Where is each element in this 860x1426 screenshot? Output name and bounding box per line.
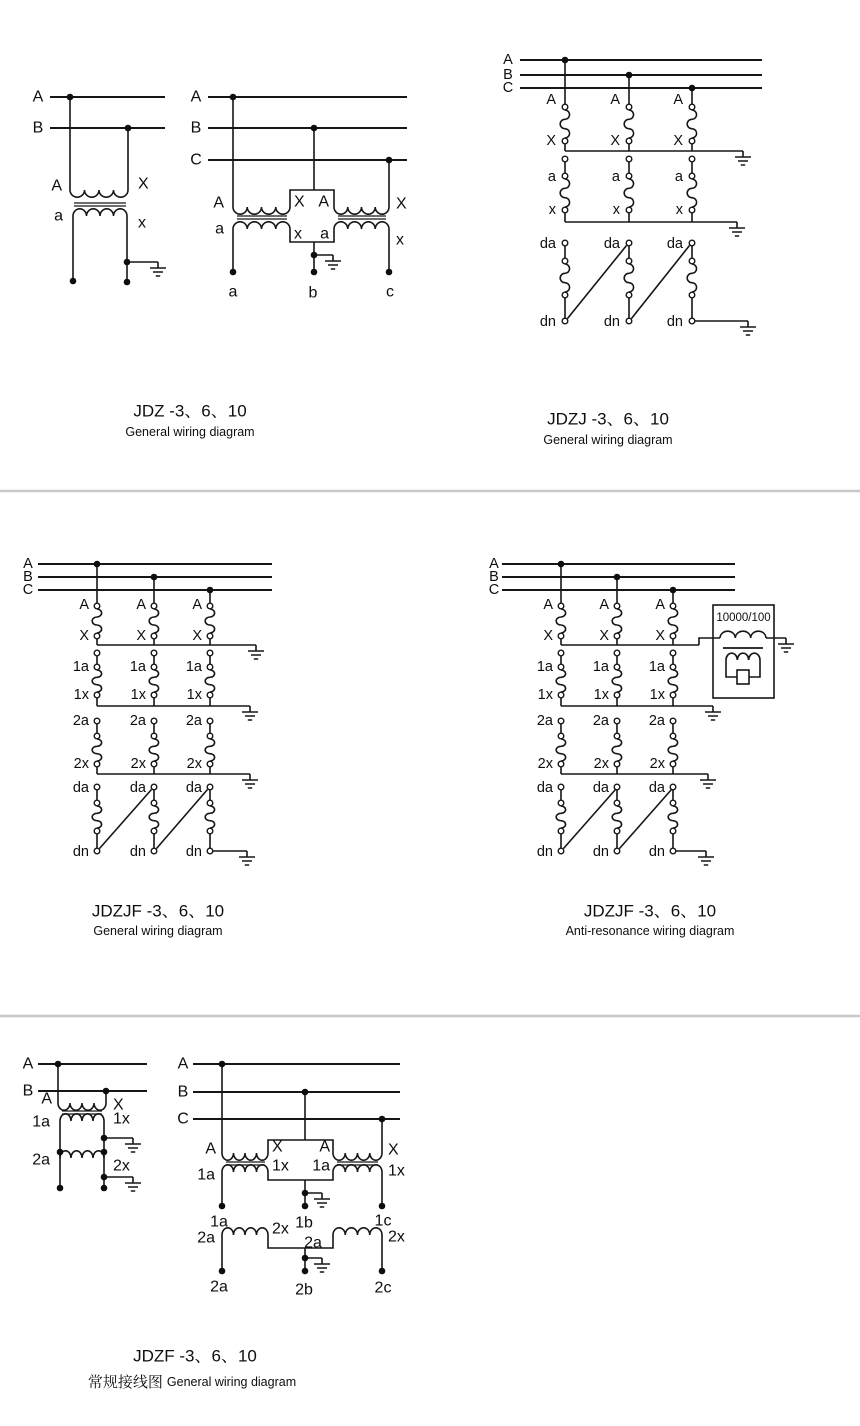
diagram-subtitle-en: General wiring diagram bbox=[166, 1375, 297, 1389]
terminal-label: A bbox=[192, 597, 202, 613]
phase-label: A bbox=[177, 1055, 189, 1073]
primary-coil bbox=[70, 190, 128, 197]
ground-icon bbox=[239, 851, 255, 865]
wiring bbox=[565, 60, 748, 321]
ground-icon bbox=[314, 1258, 330, 1272]
terminal-label: X bbox=[79, 628, 89, 644]
terminal-label: A bbox=[41, 1090, 52, 1108]
terminal-label: 1x bbox=[272, 1157, 289, 1175]
terminal-label: x bbox=[396, 231, 404, 249]
terminal-label: A bbox=[79, 597, 89, 613]
terminal-label: 1x bbox=[186, 687, 202, 703]
ground-icon bbox=[242, 706, 258, 720]
primary-coil bbox=[233, 207, 290, 214]
terminal-label: a bbox=[54, 207, 63, 225]
secondary-coil bbox=[233, 222, 290, 229]
terminal-label: A bbox=[205, 1140, 216, 1158]
diagram-subtitle: General wiring diagram bbox=[125, 425, 255, 439]
phase-label: B bbox=[489, 569, 499, 585]
terminal-label: da bbox=[592, 780, 609, 796]
terminal-label: A bbox=[51, 177, 62, 195]
terminal-label: X bbox=[543, 628, 553, 644]
terminal-label: dn bbox=[185, 844, 202, 860]
terminal-label: dn bbox=[648, 844, 665, 860]
phase-label: A bbox=[489, 556, 499, 572]
terminal-label: 1x bbox=[113, 1110, 130, 1128]
terminal-label: a bbox=[547, 169, 556, 185]
terminal-label: 2x bbox=[186, 756, 202, 772]
phase-label: A bbox=[190, 88, 202, 106]
phase-label: C bbox=[22, 582, 34, 598]
terminal-label: 2x bbox=[130, 756, 146, 772]
terminal-label: da bbox=[648, 780, 665, 796]
secondary-coil bbox=[334, 222, 389, 229]
ground-icon bbox=[325, 255, 341, 269]
diagram-jdz bbox=[33, 89, 407, 440]
terminal-label: 2a bbox=[648, 713, 665, 729]
terminal-label: 2x bbox=[272, 1220, 289, 1238]
output-terminal-label: 2b bbox=[295, 1281, 313, 1299]
terminal-label: X bbox=[192, 628, 202, 644]
ground-icon bbox=[242, 774, 258, 788]
phase-label: C bbox=[502, 80, 514, 96]
output-terminal-label: 1b bbox=[295, 1214, 313, 1232]
terminal-label: 1a bbox=[197, 1166, 215, 1184]
terminal-label: da bbox=[536, 780, 553, 796]
terminal-label: 2x bbox=[113, 1157, 130, 1175]
terminal-label: X bbox=[272, 1138, 283, 1156]
ground-icon bbox=[248, 645, 264, 659]
phase-label: C bbox=[190, 151, 202, 169]
terminal-label: A bbox=[610, 92, 620, 108]
terminal-label: A bbox=[136, 597, 146, 613]
diagram-jdzjf-antiresonance bbox=[489, 556, 794, 938]
terminal-label: 2x bbox=[73, 756, 89, 772]
terminal-label: 2x bbox=[537, 756, 553, 772]
terminal-label: 2a bbox=[592, 713, 609, 729]
terminal-label: x bbox=[612, 202, 620, 218]
terminal-label: x bbox=[548, 202, 556, 218]
terminal-label: dn bbox=[536, 844, 553, 860]
terminal-label: 2x bbox=[593, 756, 609, 772]
terminal-label: da bbox=[129, 780, 146, 796]
ground-icon bbox=[150, 262, 166, 276]
phase-label: B bbox=[503, 67, 513, 83]
terminal-label: 1x bbox=[649, 687, 665, 703]
terminal-label: 1x bbox=[537, 687, 553, 703]
terminal-label: X bbox=[136, 628, 146, 644]
terminal-label: dn bbox=[603, 314, 620, 330]
phase-label: B bbox=[190, 119, 202, 137]
ground-icon bbox=[729, 222, 745, 236]
diagram-jdzf bbox=[23, 1056, 405, 1391]
ground-symbols bbox=[729, 151, 756, 335]
phase-buses bbox=[50, 97, 407, 160]
terminal-label: A bbox=[599, 597, 609, 613]
terminal-label: 2a bbox=[536, 713, 553, 729]
terminal-label: A bbox=[319, 1138, 330, 1156]
output-terminal-label: 2a bbox=[210, 1278, 228, 1296]
diagram-subtitle: Anti-resonance wiring diagram bbox=[565, 924, 735, 938]
ground-symbols bbox=[239, 645, 264, 865]
terminal-label: 1x bbox=[593, 687, 609, 703]
diagram-jdzjf-general bbox=[23, 556, 272, 938]
wiring bbox=[70, 97, 389, 282]
primary-coil bbox=[334, 207, 389, 214]
terminal-label: da bbox=[185, 780, 202, 796]
terminal-label: dn bbox=[666, 314, 683, 330]
wiring bbox=[97, 564, 256, 851]
terminal-label: X bbox=[294, 193, 305, 211]
terminal-label: 1a bbox=[648, 659, 665, 675]
terminal-label: 1a bbox=[32, 1113, 50, 1131]
terminal-label: 2a bbox=[304, 1234, 322, 1252]
terminal-label: 1a bbox=[592, 659, 609, 675]
ground-icon bbox=[125, 1177, 141, 1191]
terminal-label: A bbox=[546, 92, 556, 108]
damper-ratio-label: 10000/100 bbox=[716, 612, 771, 624]
diagram-subtitle: General wiring diagram bbox=[543, 433, 673, 447]
output-terminal-label: a bbox=[228, 283, 238, 301]
ground-icon bbox=[740, 321, 756, 335]
phase-label: B bbox=[23, 569, 33, 585]
terminal-label: A bbox=[543, 597, 553, 613]
terminal-label: 2a bbox=[72, 713, 89, 729]
terminal-label: 1a bbox=[185, 659, 202, 675]
phase-label: C bbox=[177, 1110, 189, 1128]
output-terminal-label: b bbox=[308, 284, 318, 302]
terminal-label: a bbox=[674, 169, 683, 185]
terminal-label: dn bbox=[539, 314, 556, 330]
output-terminal-label: 1a bbox=[210, 1213, 228, 1231]
terminal-label: 1a bbox=[72, 659, 89, 675]
terminal-label: 1a bbox=[536, 659, 553, 675]
terminal-label: 1x bbox=[388, 1162, 405, 1180]
diagram-subtitle bbox=[88, 1374, 296, 1391]
terminal-label: 1a bbox=[129, 659, 146, 675]
terminal-label: da bbox=[666, 236, 683, 252]
phase-label: B bbox=[32, 119, 44, 137]
terminal-label: da bbox=[539, 236, 556, 252]
terminal-label: X bbox=[388, 1141, 399, 1159]
terminal-label: 1x bbox=[73, 687, 89, 703]
terminal-label: 1a bbox=[312, 1157, 330, 1175]
terminal-label: a bbox=[611, 169, 620, 185]
terminal-label: dn bbox=[72, 844, 89, 860]
output-terminal-label: 2c bbox=[374, 1279, 392, 1297]
diagram-title: JDZF -3、6、10 bbox=[133, 1346, 257, 1366]
terminal-label: A bbox=[318, 193, 329, 211]
terminal-label: da bbox=[603, 236, 620, 252]
terminal-label: X bbox=[396, 195, 407, 213]
terminal-label: x bbox=[294, 225, 302, 243]
phase-label: B bbox=[177, 1083, 189, 1101]
terminal-label: X bbox=[655, 628, 665, 644]
terminal-label: X bbox=[599, 628, 609, 644]
terminal-label: x bbox=[138, 214, 146, 232]
terminal-label: a bbox=[320, 225, 329, 243]
phase-label: A bbox=[503, 52, 513, 68]
terminal-label: a bbox=[215, 220, 224, 238]
terminal-label: A bbox=[655, 597, 665, 613]
phase-label: C bbox=[488, 582, 500, 598]
terminal-label: 2x bbox=[649, 756, 665, 772]
junction-dots bbox=[67, 94, 393, 286]
phase-buses bbox=[520, 60, 762, 88]
ground-icon bbox=[314, 1193, 330, 1207]
terminal-label: X bbox=[113, 1096, 124, 1114]
terminal-label: 2a bbox=[185, 713, 202, 729]
terminal-label: 1x bbox=[130, 687, 146, 703]
phase-label: A bbox=[32, 88, 44, 106]
output-terminal-label: 1c bbox=[374, 1212, 392, 1230]
ground-symbols bbox=[125, 1138, 330, 1272]
diagram-subtitle-cn: 常规接线图 bbox=[87, 1373, 163, 1391]
output-terminal-label: c bbox=[386, 283, 394, 301]
ground-icon bbox=[705, 706, 721, 720]
ground-icon bbox=[700, 774, 716, 788]
diagram-title: JDZJF -3、6、10 bbox=[91, 901, 225, 921]
coils bbox=[70, 190, 389, 229]
terminal-label: X bbox=[546, 133, 556, 149]
ground-icon bbox=[698, 851, 714, 865]
phase-label: A bbox=[22, 1055, 34, 1073]
terminal-label: dn bbox=[592, 844, 609, 860]
damper-primary-coil bbox=[720, 631, 766, 638]
terminal-label: 2a bbox=[129, 713, 146, 729]
terminal-label: 2x bbox=[388, 1228, 405, 1246]
terminal-label: A bbox=[673, 92, 683, 108]
diagram-jdzj bbox=[503, 52, 762, 447]
secondary-coil bbox=[73, 209, 127, 216]
terminal-label: x bbox=[675, 202, 683, 218]
terminal-label: X bbox=[673, 133, 683, 149]
terminal-label: X bbox=[138, 175, 149, 193]
terminal-label: X bbox=[610, 133, 620, 149]
phase-label: B bbox=[22, 1082, 34, 1100]
phase-label: A bbox=[23, 556, 33, 572]
terminal-label: 2a bbox=[197, 1229, 215, 1247]
damper-secondary-coil bbox=[726, 653, 760, 660]
diagram-title: JDZ -3、6、10 bbox=[133, 401, 247, 421]
diagram-title: JDZJ -3、6、10 bbox=[547, 409, 669, 429]
core-lines bbox=[74, 203, 386, 219]
terminal-label: dn bbox=[129, 844, 146, 860]
damping-resistor bbox=[737, 670, 749, 684]
ground-icon bbox=[778, 638, 794, 652]
terminal-label: A bbox=[213, 194, 224, 212]
diagram-title: JDZJF -3、6、10 bbox=[583, 901, 717, 921]
terminal-label: 2a bbox=[32, 1151, 50, 1169]
ground-icon bbox=[125, 1138, 141, 1152]
diagram-subtitle: General wiring diagram bbox=[93, 924, 223, 938]
ground-icon bbox=[735, 151, 751, 165]
terminal-label: da bbox=[72, 780, 89, 796]
